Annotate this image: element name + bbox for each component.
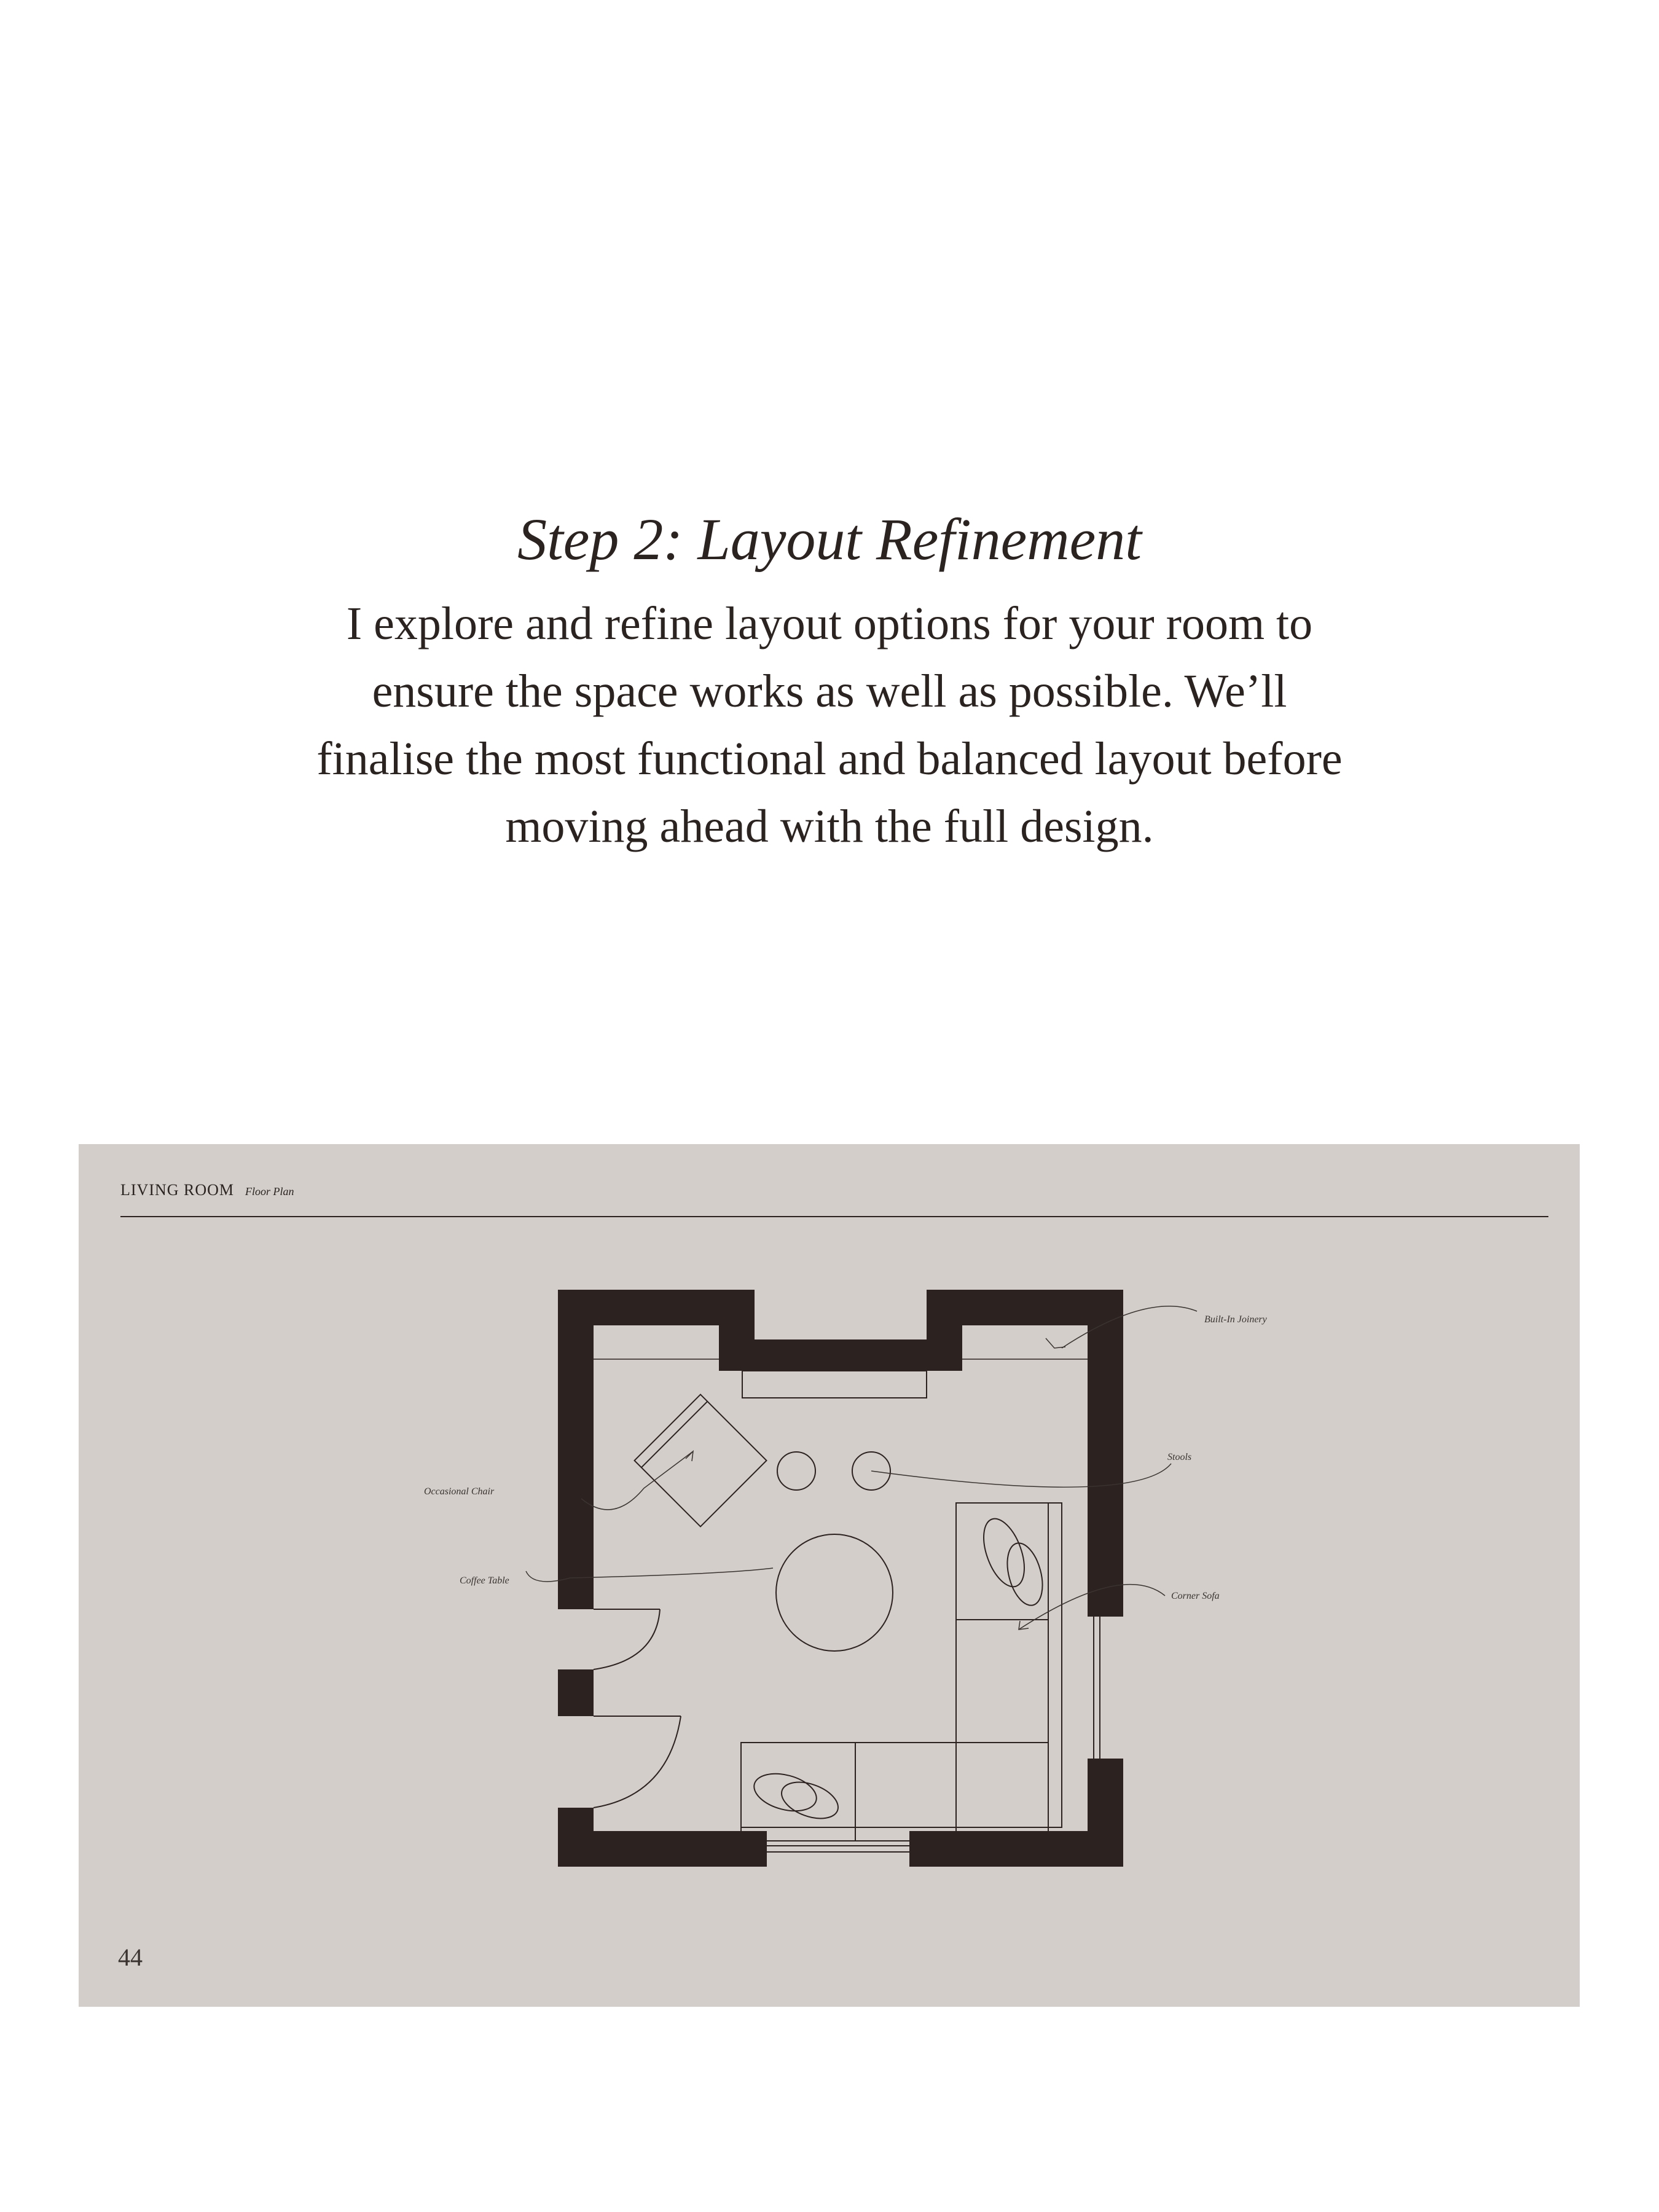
wall-bottom-left xyxy=(558,1831,767,1867)
walls xyxy=(558,1290,1123,1867)
label-stools: Stools xyxy=(1167,1452,1192,1462)
wall-alcove-back xyxy=(719,1339,962,1371)
floor-plan-subtitle: Floor Plan xyxy=(245,1185,294,1198)
label-builtin-joinery: Built-In Joinery xyxy=(1204,1314,1267,1325)
window-right-gap xyxy=(1088,1617,1097,1758)
label-corner-sofa: Corner Sofa xyxy=(1171,1591,1220,1601)
wall-left-upper xyxy=(558,1290,594,1609)
page-number: 44 xyxy=(118,1943,143,1971)
description-line: ensure the space works as well as possible. We’ll xyxy=(372,665,1287,717)
label-coffee-table: Coffee Table xyxy=(460,1575,509,1586)
label-occasional-chair: Occasional Chair xyxy=(424,1486,495,1497)
step-title: Step 2: Layout Refinement xyxy=(517,506,1142,572)
floor-plan-panel xyxy=(79,1144,1580,2007)
wall-bottom-right xyxy=(909,1831,1123,1867)
description-line: finalise the most functional and balanced layout before xyxy=(316,733,1343,785)
description-line: I explore and refine layout options for your room to xyxy=(346,598,1313,649)
description-line: moving ahead with the full design. xyxy=(505,801,1154,852)
step-description xyxy=(233,590,1426,860)
floor-plan-drawing xyxy=(79,1144,1580,2007)
floor-plan-title: LIVING ROOM xyxy=(120,1181,235,1199)
wall-left-middle xyxy=(558,1669,594,1716)
fixtures xyxy=(594,1359,1100,1852)
wall-right-upper xyxy=(1088,1290,1123,1617)
